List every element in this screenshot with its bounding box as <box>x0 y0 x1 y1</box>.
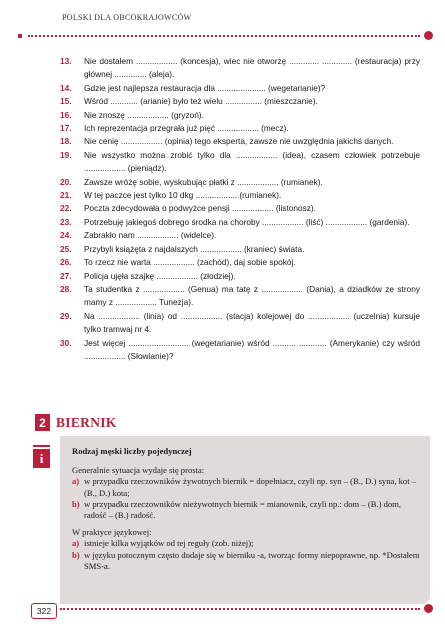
exercise-item <box>60 95 420 108</box>
info-box-title: Rodzaj męski liczby pojedynczej <box>72 446 192 456</box>
exercise-item <box>60 55 420 82</box>
exercise-text: Na .................. (linia) od .................. (stacja) kolejowej do .................. (uczelnia) kursuje tylko tramwaj nr 4. <box>84 310 420 335</box>
rule-text: w przypadku rzeczowników nieżywotnych biernik = mianownik, czyli np.: dom – (B.) dom, radość – (B.) radość. <box>84 498 402 521</box>
exercise-text: Gdzie jest najlepsza restauracja dla ..................... (wegetarianie)? <box>84 82 326 93</box>
exercise-number: 23. <box>60 216 72 227</box>
exercise-item <box>60 176 420 189</box>
exercise-text: Nie znoszę .................. (gryzoń). <box>84 109 204 120</box>
header-dotted-rule <box>28 35 420 37</box>
exercise-text: To rzecz nie warta .................. (zachód), daj sobie spokój. <box>84 257 296 268</box>
exercise-number: 15. <box>60 96 72 107</box>
exercise-item <box>60 283 420 310</box>
exercise-text: Wśród ............ (arianie) było też wielu ................ (mieszczanie). <box>84 96 318 107</box>
exercise-text: Poczta zdecydowała o podwyżce pensji .................. (listonosz). <box>84 203 316 214</box>
practice-text: istnieje kilka wyjątków od tej reguły (zob. niżej); <box>84 538 254 549</box>
header-circle-mark <box>424 31 433 40</box>
exercise-item <box>60 82 420 95</box>
exercise-item <box>60 337 420 364</box>
practice-item-a <box>72 538 420 549</box>
exercise-item <box>60 310 420 337</box>
exercise-number: 17. <box>60 123 72 134</box>
info-rule-b <box>72 499 420 521</box>
exercise-number: 24. <box>60 230 72 241</box>
exercise-item <box>60 189 420 202</box>
exercise-number: 29. <box>60 310 72 321</box>
section-title: BIERNIK <box>56 414 117 430</box>
exercise-text: Zawsze wróżę sobie, wyskubując płatki z .................. (rumianek). <box>84 176 323 187</box>
exercise-number: 16. <box>60 109 72 120</box>
info-intro: Generalnie sytuacja wydaje się prosta: <box>72 465 205 476</box>
exercise-text: Policja ujęła szajkę .................. (złodziej). <box>84 270 236 281</box>
section-heading <box>35 414 117 431</box>
exercise-item <box>60 216 420 229</box>
exercise-number: 25. <box>60 243 72 254</box>
practice-intro: W praktyce językowej: <box>72 527 152 538</box>
exercise-text: Potrzebuję jakiegoś dobrego środka na choroby .................. (liść) .................. (gardenia). <box>84 216 410 227</box>
exercise-text: Zabrakło nam .................. (widelce). <box>84 230 217 241</box>
exercise-item <box>60 202 420 215</box>
footer-circle-mark <box>424 604 433 613</box>
exercise-number: 21. <box>60 190 72 201</box>
exercise-text: Nie wszystko można zrobić tylko dla .................. (idea), czasem człowiek potrzebuje .................. (pieniądz). <box>84 149 420 174</box>
exercise-item <box>60 243 420 256</box>
exercise-item <box>60 229 420 242</box>
practice-text: w języku potocznym często dodaje się w bierniku -a, tworząc formy niepoprawne, np. *Dostałem SMS-a. <box>84 549 420 571</box>
page-number: 322 <box>31 603 57 619</box>
exercise-text: Przybyli książęta z najdalszych .................. (kraniec) świata. <box>84 243 305 254</box>
exercise-number: 26. <box>60 257 72 268</box>
section-number-badge: 2 <box>35 414 50 431</box>
exercise-number: 28. <box>60 283 72 294</box>
exercise-item <box>60 135 420 148</box>
exercise-number: 30. <box>60 337 72 348</box>
info-badge-rule <box>33 445 50 447</box>
rule-letter: a) <box>72 476 80 487</box>
exercise-text: Nie cenię .................. (opinia) tego eksperta, zawsze nie uwzględnia jakichś danych. <box>84 136 394 147</box>
exercise-list <box>60 55 420 363</box>
info-icon: i <box>33 449 50 468</box>
exercise-number: 13. <box>60 56 72 66</box>
grammar-info-box <box>60 436 430 604</box>
practice-item-b <box>72 550 420 572</box>
info-rule-a <box>72 476 420 498</box>
exercise-number: 18. <box>60 136 72 147</box>
exercise-number: 20. <box>60 176 72 187</box>
exercise-text: Ta studentka z .................. (Genua) ma tatę z .................. (Dania), a dziadków ze strony mamy z .................. Tunezja). <box>84 283 420 308</box>
exercise-number: 22. <box>60 203 72 214</box>
exercise-item <box>60 122 420 135</box>
header-square-mark <box>18 34 22 38</box>
exercise-item <box>60 256 420 269</box>
exercise-text: W tej paczce jest tylko 10 dkg .................. (rumianek). <box>84 190 282 201</box>
exercise-text: Ich reprezentacja przegrała już pięć .................. (mecz). <box>84 123 289 134</box>
exercise-item <box>60 149 420 176</box>
practice-letter: b) <box>72 549 80 560</box>
exercise-text: Jest więcej .......................... (wegetarianie) wśród .......... ............ (Amerykanie) czy wśród .................. (Słowianie)? <box>84 337 420 361</box>
practice-letter: a) <box>72 538 80 549</box>
running-header: POLSKI DLA OBCOKRAJOWCÓW <box>62 13 192 22</box>
rule-letter: b) <box>72 498 80 509</box>
exercise-number: 27. <box>60 270 72 281</box>
exercise-item <box>60 270 420 283</box>
exercise-number: 14. <box>60 82 72 93</box>
rule-text: w przypadku rzeczowników żywotnych biernik = dopełniacz, czyli np. syn – (B., D.) syna, kot – (B., D.) kota; <box>84 476 417 498</box>
footer-dotted-rule <box>60 608 420 610</box>
exercise-item <box>60 109 420 122</box>
exercise-number: 19. <box>60 149 72 160</box>
exercise-text: Nie dostałem .................. (koncesja), wiec nie otworzę ............. ............. (restauracja) przy głównej .............. (aleja). <box>84 56 420 80</box>
